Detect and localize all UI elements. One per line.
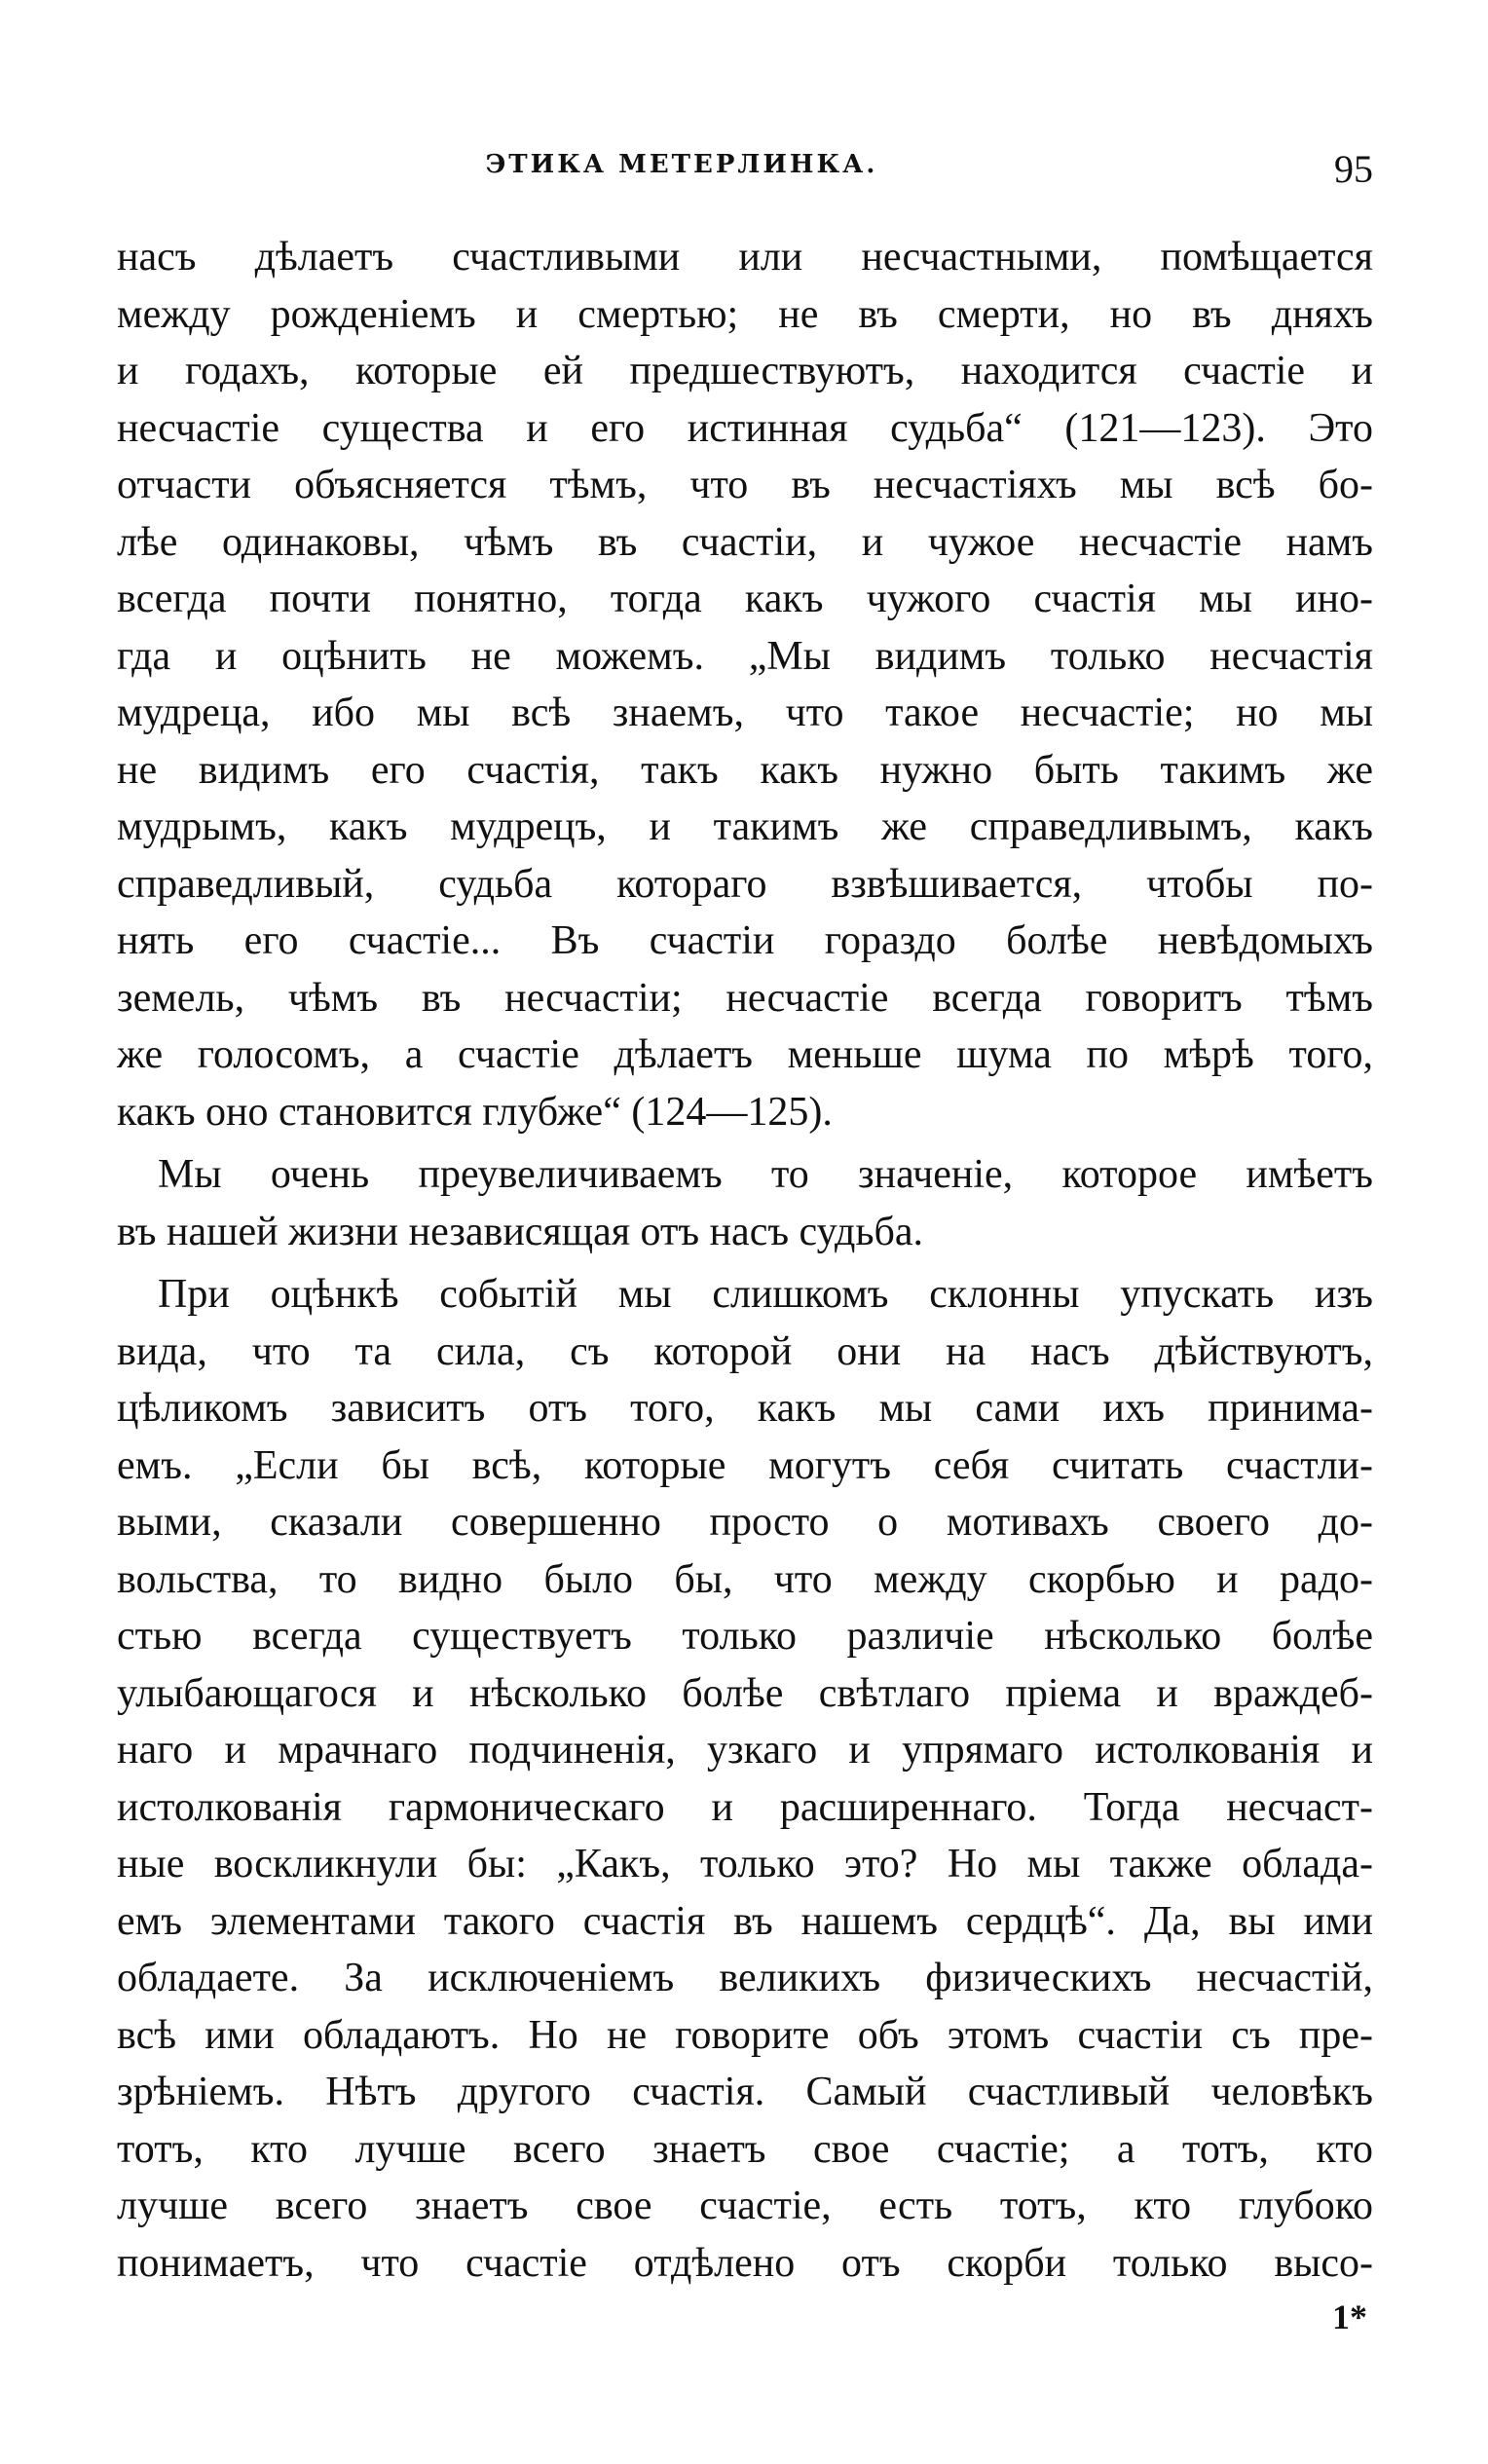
text-line: нять его счастіе... Въ счастіи гораздо болѣе невѣдомыхъ — [117, 918, 1373, 963]
text-line: лѣе одинаковы, чѣмъ въ счастіи, и чужое несчастіе намъ — [117, 519, 1373, 565]
text-line: въ нашей жизни независящая отъ насъ судьба. — [117, 1209, 924, 1254]
text-line: между рожденіемъ и смертью; не въ смерти, но въ дняхъ — [117, 291, 1373, 337]
text-line: выми, сказали совершенно просто о мотивахъ своего до- — [117, 1500, 1373, 1545]
text-line: понимаетъ, что счастіе отдѣлено отъ скорби только высо- — [117, 2240, 1373, 2286]
text-line: несчастіе существа и его истинная судьба“ (121—123). Это — [117, 405, 1373, 451]
text-line: вида, что та сила, съ которой они на насъ дѣйствуютъ, — [117, 1328, 1373, 1374]
text-line: улыбающагося и нѣсколько болѣе свѣтлаго пріема и враждеб- — [117, 1670, 1373, 1716]
paragraph — [117, 1266, 1373, 2292]
text-line: всѣ ими обладаютъ. Но не говорите объ этомъ счастіи съ пре- — [117, 2012, 1373, 2058]
paragraph — [117, 229, 1373, 1140]
text-line: зрѣніемъ. Нѣтъ другого счастія. Самый счастливый человѣкъ — [117, 2070, 1373, 2114]
running-head — [117, 146, 1373, 195]
body-text — [117, 229, 1373, 2292]
text-line: Мы очень преувеличиваемъ то значеніе, которое имѣетъ — [158, 1152, 1373, 1197]
running-title: ЭТИКА МЕТЕРЛИНКА. — [485, 150, 878, 179]
signature-mark: 1* — [1332, 2297, 1367, 2336]
text-line: наго и мрачнаго подчиненія, узкаго и упрямаго истолкованія и — [117, 1728, 1373, 1773]
text-line: мудреца, ибо мы всѣ знаемъ, что такое несчастіе; но мы — [117, 691, 1373, 735]
text-line: и годахъ, которые ей предшествуютъ, находится счастіе и — [117, 349, 1373, 393]
text-line: обладаете. За исключеніемъ великихъ физическихъ несчастій, — [117, 1956, 1373, 2000]
text-line: справедливый, судьба котораго взвѣшивается, чтобы по- — [117, 861, 1373, 907]
text-line: ные воскликнули бы: „Какъ, только это? Но мы также облада- — [117, 1842, 1373, 1886]
text-line: емъ элементами такого счастія въ нашемъ сердцѣ“. Да, вы ими — [117, 1898, 1373, 1944]
text-line: какъ оно становится глубже“ (124—125). — [117, 1089, 833, 1135]
text-line: земель, чѣмъ въ несчастіи; несчастіе всегда говоритъ тѣмъ — [117, 975, 1373, 1021]
page-number: 95 — [1334, 147, 1373, 191]
text-line: цѣликомъ зависитъ отъ того, какъ мы сами ихъ принима- — [117, 1386, 1373, 1431]
paragraph — [117, 1146, 1373, 1260]
text-line: истолкованія гармоническаго и расширеннаго. Тогда несчаст- — [117, 1784, 1373, 1830]
text-line: вольства, то видно было бы, что между скорбью и радо- — [117, 1556, 1373, 1602]
text-line: стью всегда существуетъ только различіе нѣсколько болѣе — [117, 1614, 1373, 1659]
text-line: гда и оцѣнить не можемъ. „Мы видимъ только несчастія — [117, 633, 1373, 679]
text-line: не видимъ его счастія, такъ какъ нужно быть такимъ же — [117, 747, 1373, 793]
text-line: При оцѣнкѣ событій мы слишкомъ склонны упускать изъ — [158, 1272, 1373, 1317]
text-line: отчасти объясняется тѣмъ, что въ несчастіяхъ мы всѣ бо- — [117, 463, 1373, 507]
text-line: лучше всего знаетъ свое счастіе, есть тотъ, кто глубоко — [117, 2184, 1373, 2228]
text-line: тотъ, кто лучше всего знаетъ свое счастіе; а тотъ, кто — [117, 2126, 1373, 2172]
text-line: всегда почти понятно, тогда какъ чужого счастія мы ино- — [117, 577, 1373, 621]
text-line: мудрымъ, какъ мудрецъ, и такимъ же справедливымъ, какъ — [117, 804, 1373, 849]
text-line: же голосомъ, а счастіе дѣлаетъ меньше шума по мѣрѣ того, — [117, 1032, 1373, 1077]
text-line: насъ дѣлаетъ счастливыми или несчастными, помѣщается — [117, 235, 1373, 280]
text-line: емъ. „Если бы всѣ, которые могутъ себя считать счастли- — [117, 1442, 1373, 1488]
